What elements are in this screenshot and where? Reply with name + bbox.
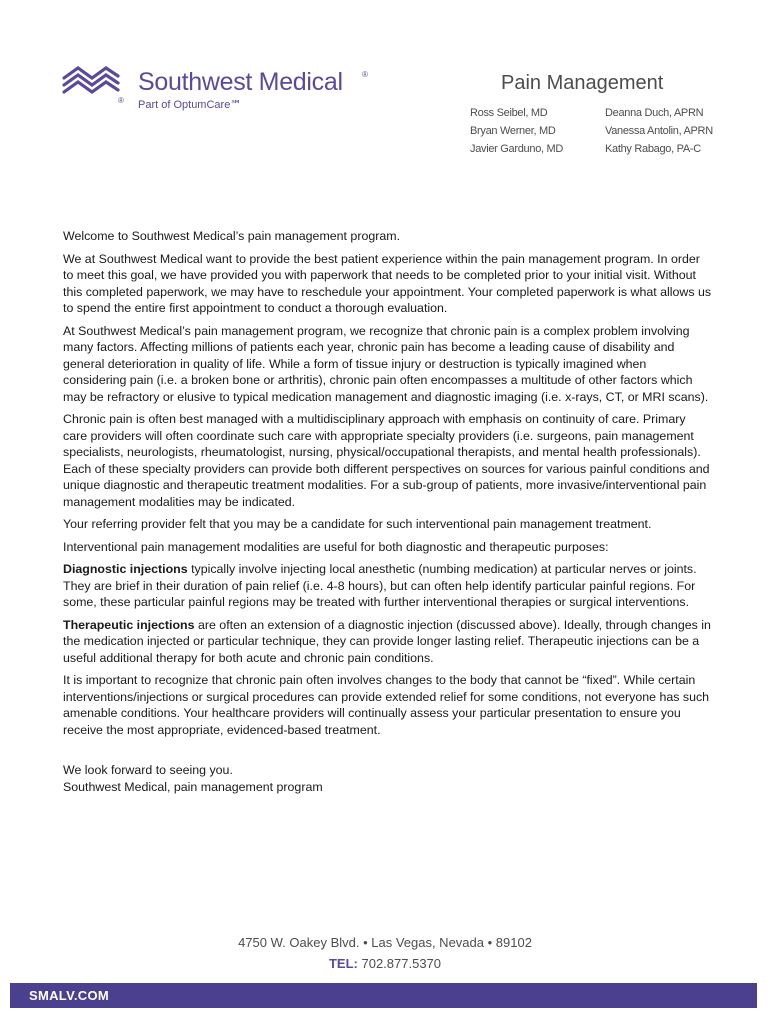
signature-line: Southwest Medical, pain management program bbox=[63, 779, 323, 794]
provider-name: Ross Seibel, MD bbox=[470, 107, 548, 119]
letter-paragraph: Interventional pain management modalities are useful for both diagnostic and therapeutic purposes: bbox=[63, 539, 609, 554]
providers-right bbox=[605, 104, 713, 158]
tel-label: TEL: bbox=[328, 956, 358, 971]
closing-line: We look forward to seeing you. bbox=[63, 763, 233, 777]
provider-name: Vanessa Antolin, APRN bbox=[605, 125, 713, 137]
brand-logo-mark-icon bbox=[62, 64, 120, 98]
providers-left bbox=[470, 104, 563, 158]
provider-name: Deanna Duch, APRN bbox=[605, 107, 704, 119]
letter-paragraph: Your referring provider felt that you may be a candidate for such interventional pain management treatment. bbox=[63, 517, 652, 531]
brand-logo bbox=[62, 64, 392, 116]
brand-registered: ® bbox=[362, 70, 368, 79]
brand-subtitle: Part of OptumCare℠ bbox=[138, 99, 242, 111]
letter-paragraph: Chronic pain is often best managed with a multidisciplinary approach with emphasis on continuity of care. Primary care providers will often coordinate such care with appropriate specialty providers (i.e. surgeons, pain management specialists, neurologists, rheumatologist, nursing, physical/occupational therapists, and mental health professionals). Each of these specialty providers can provide both different perspectives on sources for various painful conditions and unique diagnostic and therapeutic treatment modalities. For a sub-group of patients, more invasive/interventional pain management modalities may be indicated. bbox=[63, 412, 710, 509]
brand-name: Southwest Medical bbox=[138, 68, 343, 96]
letter-paragraph: Welcome to Southwest Medical’s pain management program. bbox=[63, 229, 401, 243]
footer-bar bbox=[10, 983, 757, 1008]
department-title: Pain Management bbox=[501, 72, 664, 94]
provider-name: Bryan Werner, MD bbox=[470, 125, 556, 137]
provider-name: Kathy Rabago, PA-C bbox=[605, 143, 701, 155]
letter-body bbox=[63, 228, 713, 795]
website-link[interactable]: SMALV.COM bbox=[29, 988, 109, 1003]
footer-address: 4750 W. Oakey Blvd. • Las Vegas, Nevada • 89102 bbox=[238, 935, 532, 950]
letter-paragraph: At Southwest Medical’s pain management program, we recognize that chronic pain is a complex problem involving many factors. Affecting millions of patients each year, chronic pain has become a leading cause of disability and general deterioration in quality of life. While a form of tissue injury or destruction is typically imagined when considering pain (i.e. a broken bone or arthritis), chronic pain often encompasses a multitude of other factors which may be refractory or elusive to typical medication management and diagnostic imaging (i.e. x-rays, CT, or MRI scans). bbox=[63, 323, 709, 404]
therapeutic-injections-text: are often an extension of a diagnostic injection (discussed above). Ideally, through changes in the medication injected or particular technique, they can provide longer lasting relief. Therapeutic injections can be a useful additional therapy for both acute and chronic pain conditions. bbox=[63, 617, 711, 665]
provider-name: Javier Garduno, MD bbox=[470, 143, 564, 155]
letter-paragraph: We at Southwest Medical want to provide the best patient experience within the pain management program. In order to meet this goal, we have provided you with paperwork that needs to be completed prior to your initial visit. Without this completed paperwork, we may have to reschedule your appointment. Your completed paperwork is what allows us to spend the entire first appointment to conduct a thorough evaluation. bbox=[63, 251, 712, 315]
letter-closing bbox=[63, 762, 713, 795]
diagnostic-injections-heading: Diagnostic injections bbox=[63, 562, 188, 576]
diagnostic-injections-text: typically involve injecting local anesthetic (numbing medication) at particular nerves or joints. They are brief in their duration of pain relief (i.e. 4-8 hours), but can often help identify particular painful regions. For some, these particular painful regions may be treated with further interventional therapies or surgical interventions. bbox=[63, 562, 697, 609]
footer-phone bbox=[0, 956, 770, 971]
letter-paragraph-therapeutic bbox=[63, 617, 713, 667]
therapeutic-injections-heading: Therapeutic injections bbox=[63, 617, 195, 632]
brand-registered-mark: ® bbox=[118, 96, 124, 105]
letter-paragraph: It is important to recognize that chronic pain often involves changes to the body that cannot be “fixed”. While certain interventions/injections or surgical procedures can provide extended relief for some conditions, not everyone has such amenable conditions. Your healthcare providers will continually assess your particular presentation to ensure you receive the most appropriate, evidenced-based treatment. bbox=[63, 673, 710, 737]
tel-number: 702.877.5370 bbox=[357, 956, 442, 971]
letter-paragraph-diagnostic bbox=[63, 561, 713, 611]
